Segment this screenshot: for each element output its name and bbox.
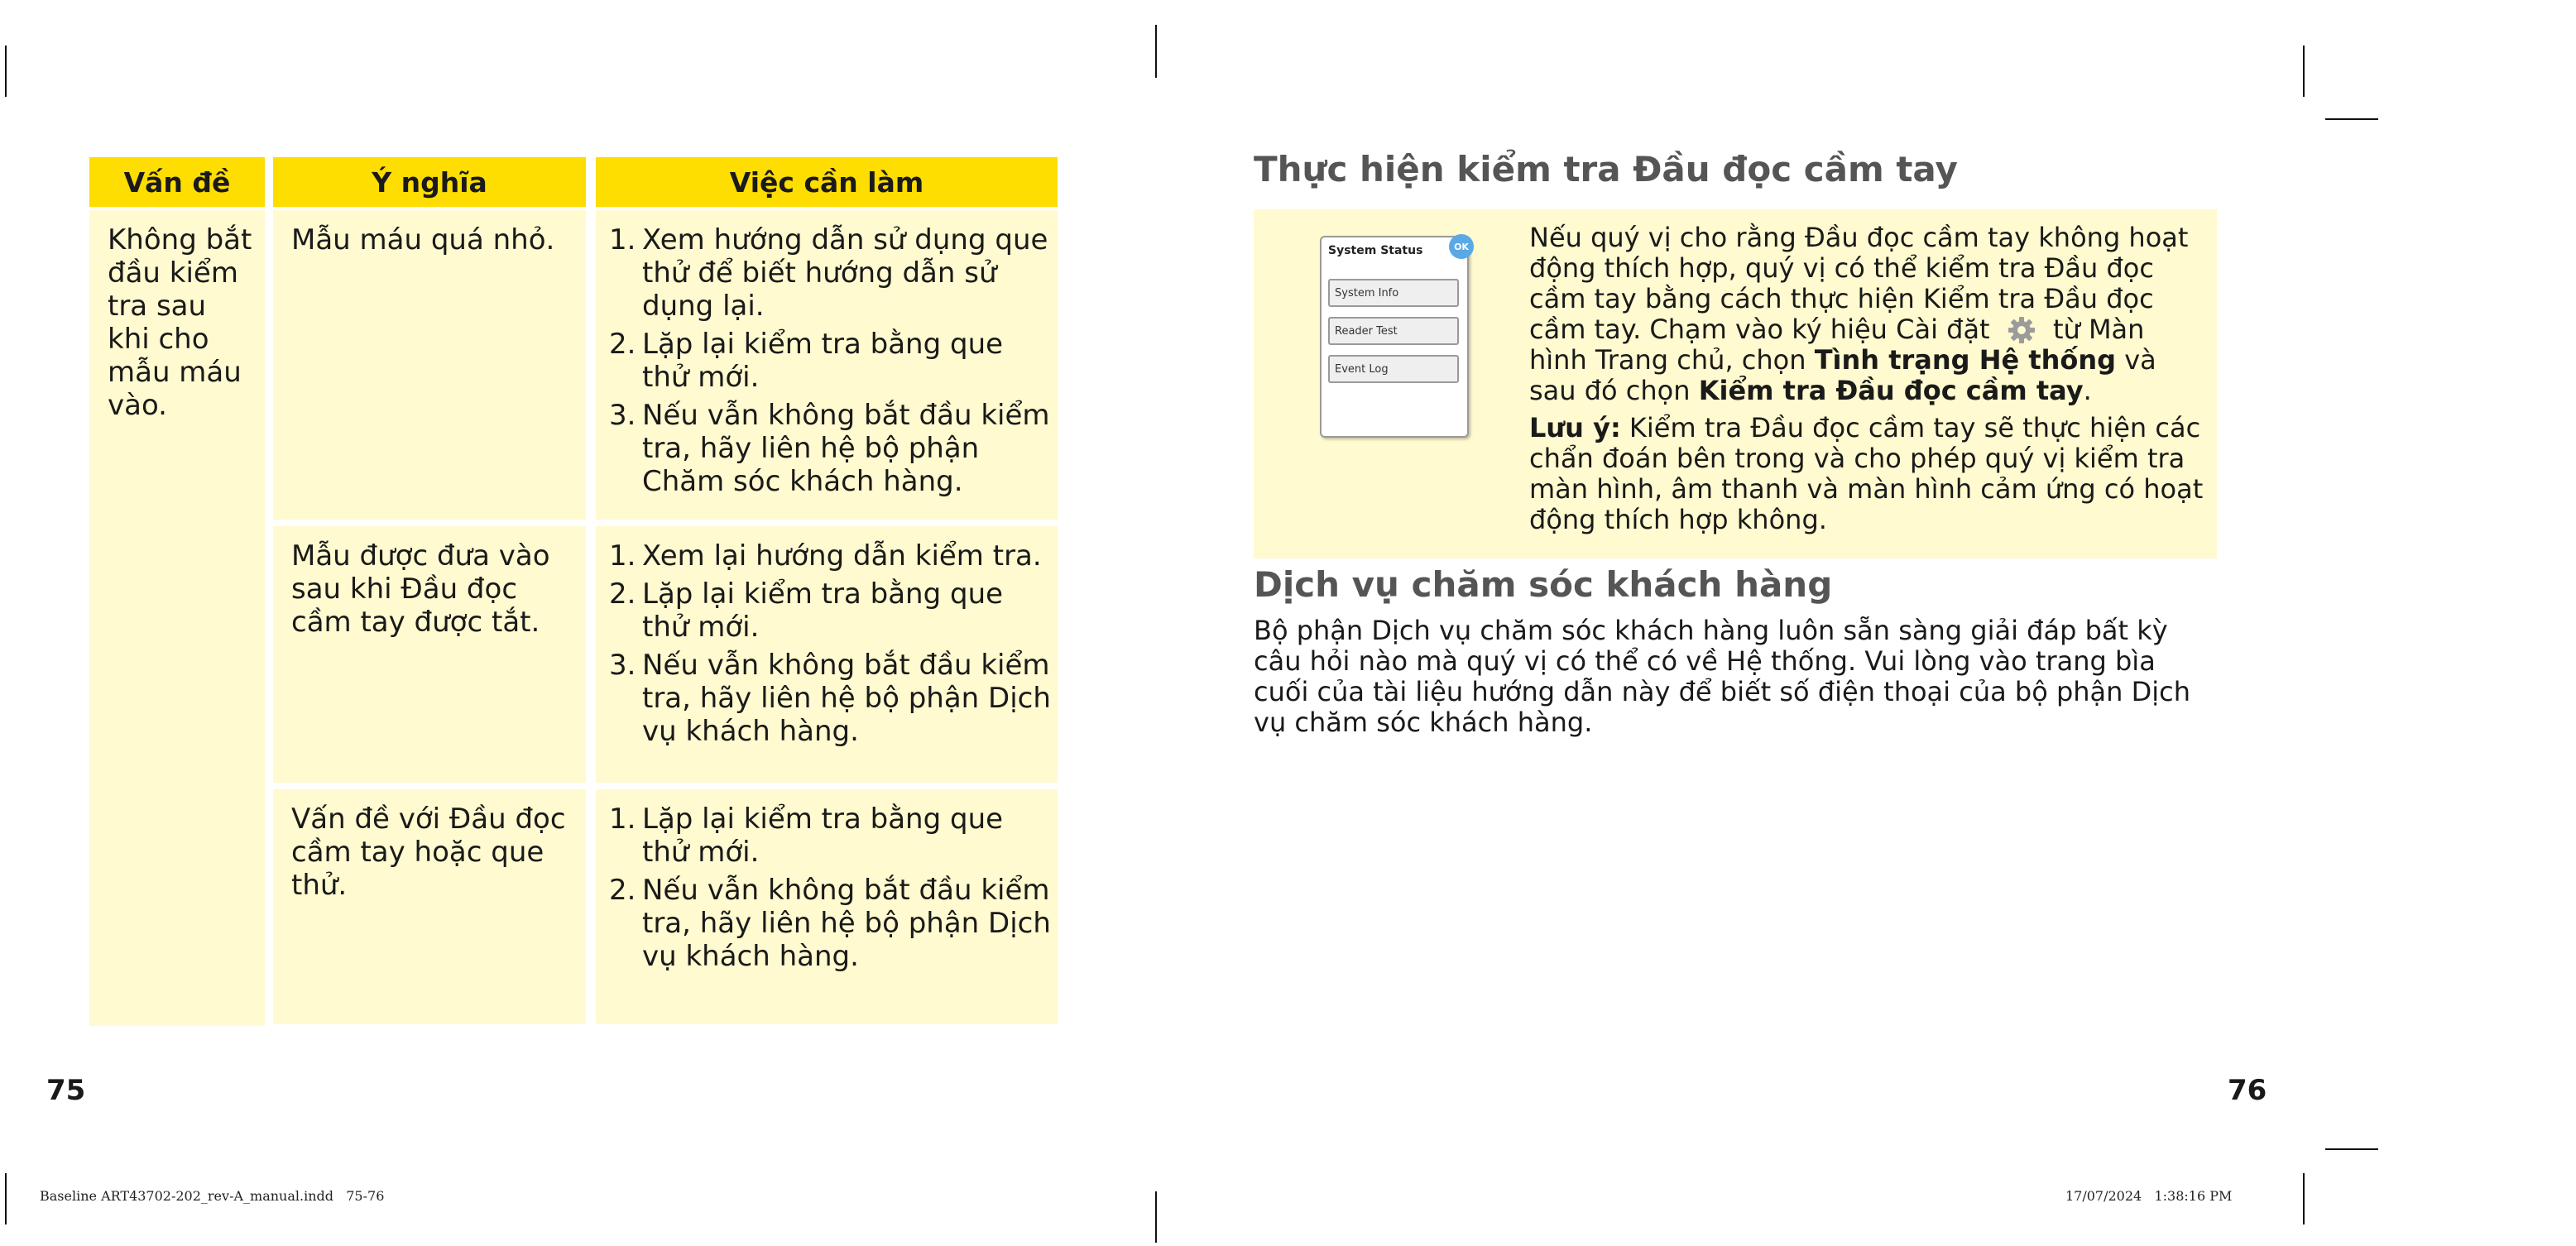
- reader-test-instructions: [1529, 223, 2204, 535]
- table-header-problem: Vấn đề: [89, 157, 265, 207]
- device-screen-illustration: [1320, 236, 1469, 438]
- action-cell: [596, 526, 1058, 783]
- meaning-cell: Mẫu máu quá nhỏ.: [273, 210, 586, 520]
- instructions-paragraph: Nếu quý vị cho rằng Đầu đọc cầm tay không hoạt động thích hợp, quý vị có thể kiểm tra Đầu đọc cầm tay bằng cách thực hiện Kiểm tra Đầu đọc cầm tay. Chạm vào ký hiệu Cài đặt từ Màn hình Trang chủ, chọn Tình trạng Hệ thống và sau đó chọn Kiểm tra Đầu đọc cầm tay.: [1529, 222, 2189, 406]
- table-header-action: Việc cần làm: [596, 157, 1058, 207]
- list-item: 1. Lặp lại kiểm tra bằng que thử mới.: [609, 803, 1004, 869]
- crop-mark: [2325, 118, 2378, 120]
- problem-cell: Không bắt đầu kiểm tra sau khi cho mẫu máu vào.: [89, 210, 265, 1026]
- reader-test-button: Reader Test: [1328, 317, 1459, 345]
- crop-mark: [1155, 1191, 1157, 1243]
- list-item: 3. Nếu vẫn không bắt đầu kiểm tra, hãy liên hệ bộ phận Dịch vụ khách hàng.: [609, 649, 1051, 748]
- customer-service-text: Bộ phận Dịch vụ chăm sóc khách hàng luôn sẵn sàng giải đáp bất kỳ câu hỏi nào mà quý vị có thể có về Hệ thống. Vui lòng vào trang bìa cuối của tài liệu hướng dẫn này để biết số điện thoại của bộ phận Dịch vụ chăm sóc khách hàng.: [1254, 615, 2190, 738]
- list-item: 1. Xem hướng dẫn sử dụng que thử để biết hướng dẫn sử dụng lại.: [609, 223, 1048, 323]
- crop-mark: [2325, 1148, 2378, 1150]
- reader-test-box: [1254, 209, 2217, 558]
- note-paragraph: [1529, 413, 2204, 535]
- action-cell: [596, 210, 1058, 520]
- crop-mark: [5, 46, 7, 97]
- gear-icon: [2003, 315, 2040, 345]
- file-slug: Baseline ART43702-202_rev-A_manual.indd 75-76: [40, 1188, 385, 1204]
- list-item: 3. Nếu vẫn không bắt đầu kiểm tra, hãy liên hệ bộ phận Chăm sóc khách hàng.: [609, 399, 1050, 498]
- system-info-button: System Info: [1328, 279, 1459, 307]
- note-text: Kiểm tra Đầu đọc cầm tay sẽ thực hiện các chẩn đoán bên trong và cho phép quý vị kiểm tra màn hình, âm thanh và màn hình cảm ứng có hoạt động thích hợp không.: [1529, 412, 2204, 535]
- reader-test-heading: Thực hiện kiểm tra Đầu đọc cầm tay: [1254, 149, 1958, 189]
- list-item: 2. Lặp lại kiểm tra bằng que thử mới.: [609, 577, 1004, 644]
- customer-service-heading: Dịch vụ chăm sóc khách hàng: [1254, 564, 1833, 605]
- crop-mark: [2303, 46, 2305, 97]
- ok-badge: OK: [1449, 234, 1474, 259]
- crop-mark: [1155, 25, 1157, 78]
- page-number-right: 76: [2228, 1074, 2267, 1107]
- note-label: Lưu ý:: [1529, 412, 1621, 443]
- crop-mark: [5, 1173, 7, 1224]
- action-steps: [609, 803, 1051, 973]
- troubleshooting-table: [89, 157, 1058, 1026]
- table-header-meaning: Ý nghĩa: [273, 157, 586, 207]
- action-steps: [609, 539, 1051, 748]
- crop-mark: [2303, 1173, 2305, 1224]
- list-item: 1. Xem lại hướng dẫn kiểm tra.: [609, 539, 1042, 573]
- meaning-cell: Vấn đề với Đầu đọc cầm tay hoặc que thử.: [273, 789, 586, 1024]
- action-steps: [609, 223, 1051, 498]
- meaning-cell: Mẫu được đưa vào sau khi Đầu đọc cầm tay được tắt.: [273, 526, 586, 783]
- page-number-left: 75: [46, 1074, 86, 1107]
- list-item: 2. Nếu vẫn không bắt đầu kiểm tra, hãy liên hệ bộ phận Dịch vụ khách hàng.: [609, 874, 1051, 973]
- list-item: 2. Lặp lại kiểm tra bằng que thử mới.: [609, 328, 1004, 394]
- action-cell: [596, 789, 1058, 1024]
- date-slug: 17/07/2024 1:38:16 PM: [2065, 1188, 2233, 1204]
- event-log-button: Event Log: [1328, 355, 1459, 383]
- device-title: System Status: [1328, 244, 1423, 257]
